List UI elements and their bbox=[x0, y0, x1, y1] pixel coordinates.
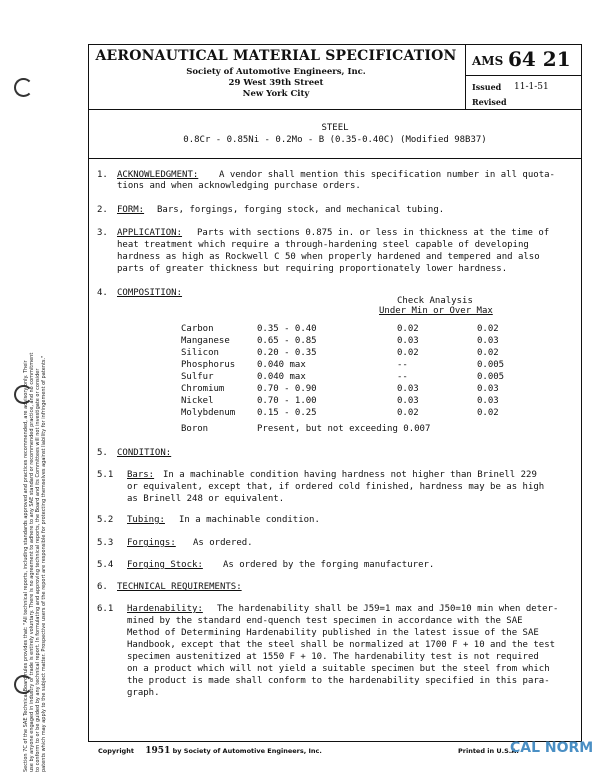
composition-element: Silicon bbox=[181, 348, 219, 358]
section-heading: Forgings: bbox=[127, 538, 176, 548]
section-text: Handbook, except that the steel shall be normalized at 1700 F + 10 and the test bbox=[127, 640, 556, 650]
section-heading: Tubing: bbox=[127, 515, 165, 525]
composition-over: 0.005 bbox=[477, 360, 505, 370]
legal-notice-line: patents which may apply to the subject matter. Prospective users of the report are responsible for protecting themselves against liability for infringement of patents." bbox=[41, 355, 47, 772]
section-text: As ordered. bbox=[193, 538, 253, 548]
org-address: 29 West 39th Street bbox=[228, 78, 324, 88]
composition-element: Phosphorus bbox=[181, 360, 236, 370]
composition-under: -- bbox=[397, 372, 408, 382]
boron-limit: Present, but not exceeding 0.007 bbox=[257, 424, 431, 434]
copyright-line bbox=[98, 746, 322, 756]
composition-under: 0.03 bbox=[397, 336, 419, 346]
composition-element: Chromium bbox=[181, 384, 225, 394]
composition-element: Molybdenum bbox=[181, 408, 236, 418]
copyright-holder: by Society of Automotive Engineers, Inc. bbox=[172, 747, 322, 755]
watermark-logo: CAL NORM bbox=[510, 740, 594, 756]
composition-under: 0.02 bbox=[397, 348, 419, 358]
composition-element: Sulfur bbox=[181, 372, 214, 382]
subject-block bbox=[88, 108, 582, 158]
section-heading: APPLICATION: bbox=[117, 228, 183, 238]
legal-notice-line: use by anyone engaged in industry or trade is entirely voluntary. There is no agreement to adhere to any SAE standard or recommended practice, and no commitment bbox=[29, 352, 35, 772]
issued-date: 11-1-51 bbox=[514, 82, 549, 92]
org-city: New York City bbox=[242, 89, 310, 99]
section-heading: ACKNOWLEDGMENT: bbox=[117, 170, 199, 180]
section-text: mined by the standard end-quench test specimen in accordance with the SAE bbox=[127, 616, 523, 626]
section-text: specimen austenitized at 1550 F + 10. The hardenability test is not required bbox=[127, 652, 539, 662]
section-text: hardness as high as Rockwell C 50 when properly hardened and tempered and also bbox=[117, 252, 540, 262]
composition-element: Manganese bbox=[181, 336, 230, 346]
copyright-label: Copyright bbox=[98, 747, 134, 755]
material-name: STEEL bbox=[321, 123, 349, 133]
spec-header bbox=[88, 44, 582, 110]
under-over-heading: Under Min or Over Max bbox=[379, 306, 493, 316]
ams-prefix: AMS bbox=[472, 54, 504, 68]
section-text: tions and when acknowledging purchase orders. bbox=[117, 181, 361, 191]
section-text: or equivalent, except that, if ordered cold finished, hardness may be as high bbox=[127, 482, 545, 492]
composition-over: 0.03 bbox=[477, 396, 499, 406]
composition-under: 0.03 bbox=[397, 396, 419, 406]
section-number: 5.3 bbox=[97, 538, 114, 548]
legal-notice-sidebar bbox=[23, 92, 47, 772]
section-text: the product is made shall conform to the hardenability specified in this para- bbox=[127, 676, 550, 686]
section-heading: Hardenability: bbox=[127, 604, 203, 614]
section-number: 3. bbox=[97, 228, 108, 238]
boron-element: Boron bbox=[181, 424, 209, 434]
printed-in: Printed in U.S.A. bbox=[458, 747, 519, 755]
composition-over: 0.02 bbox=[477, 348, 499, 358]
check-analysis-heading: Check Analysis bbox=[397, 296, 473, 306]
composition-range: 0.35 - 0.40 bbox=[257, 324, 317, 334]
composition-under: 0.02 bbox=[397, 324, 419, 334]
section-heading: Forging Stock: bbox=[127, 560, 203, 570]
section-text: As ordered by the forging manufacturer. bbox=[223, 560, 435, 570]
section-text: Parts with sections 0.875 in. or less in thickness at the time of bbox=[197, 228, 550, 238]
ams-number-box bbox=[466, 45, 582, 76]
issued-label: Issued bbox=[472, 82, 502, 92]
composition-range: 0.040 max bbox=[257, 360, 306, 370]
spec-id-box bbox=[465, 45, 582, 109]
composition-over: 0.02 bbox=[477, 408, 499, 418]
composition-range: 0.65 - 0.85 bbox=[257, 336, 317, 346]
section-number: 6. bbox=[97, 582, 108, 592]
section-text: Method of Determining Hardenability published in the latest issue of the SAE bbox=[127, 628, 539, 638]
spec-body bbox=[88, 158, 582, 742]
composition-over: 0.03 bbox=[477, 384, 499, 394]
org-name: Society of Automotive Engineers, Inc. bbox=[186, 67, 366, 77]
section-text: as Brinell 248 or equivalent. bbox=[127, 494, 285, 504]
composition-range: 0.20 - 0.35 bbox=[257, 348, 317, 358]
section-heading: CONDITION: bbox=[117, 448, 172, 458]
revised-label: Revised bbox=[472, 97, 507, 107]
composition-element: Carbon bbox=[181, 324, 214, 334]
section-heading: TECHNICAL REQUIREMENTS: bbox=[117, 582, 242, 592]
composition-over: 0.02 bbox=[477, 324, 499, 334]
composition-under: 0.02 bbox=[397, 408, 419, 418]
copyright-year: 1951 bbox=[145, 746, 171, 756]
section-number: 1. bbox=[97, 170, 108, 180]
section-number: 5.1 bbox=[97, 470, 114, 480]
section-number: 5. bbox=[97, 448, 108, 458]
section-text: parts of greater thickness but requiring proportionately lower hardness. bbox=[117, 264, 508, 274]
composition-under: -- bbox=[397, 360, 408, 370]
section-text: heat treatment which require a through-hardening steel capable of developing bbox=[117, 240, 529, 250]
composition-under: 0.03 bbox=[397, 384, 419, 394]
section-text: A vendor shall mention this specification number in all quota- bbox=[219, 170, 555, 180]
legal-notice-line: Section 7C of the SAE Technical Board rules provides that: "All technical reports, including standards approved and practices recommended, are advisory only. Their bbox=[23, 360, 29, 772]
composition-over: 0.03 bbox=[477, 336, 499, 346]
composition-range: 0.040 max bbox=[257, 372, 306, 382]
ams-number: 64 21 bbox=[508, 47, 571, 71]
section-text: on a product which will not yield a suitable specimen but the steel from which bbox=[127, 664, 550, 674]
section-number: 6.1 bbox=[97, 604, 114, 614]
section-text: The hardenability shall be J59=1 max and J50=10 min when deter- bbox=[217, 604, 559, 614]
section-text: graph. bbox=[127, 688, 160, 698]
section-heading: Bars: bbox=[127, 470, 155, 480]
composition-over: 0.005 bbox=[477, 372, 505, 382]
section-heading: FORM: bbox=[117, 205, 145, 215]
section-number: 5.4 bbox=[97, 560, 114, 570]
section-heading: COMPOSITION: bbox=[117, 288, 183, 298]
composition-element: Nickel bbox=[181, 396, 214, 406]
material-composition: 0.8Cr - 0.85Ni - 0.2Mo - B (0.35-0.40C) (Modified 98B37) bbox=[183, 135, 487, 145]
section-number: 2. bbox=[97, 205, 108, 215]
section-number: 4. bbox=[97, 288, 108, 298]
composition-range: 0.70 - 1.00 bbox=[257, 396, 317, 406]
composition-range: 0.15 - 0.25 bbox=[257, 408, 317, 418]
spec-title: AERONAUTICAL MATERIAL SPECIFICATION bbox=[95, 48, 457, 64]
section-text: In a machinable condition having hardness not higher than Brinell 229 bbox=[163, 470, 537, 480]
section-number: 5.2 bbox=[97, 515, 114, 525]
section-text: Bars, forgings, forging stock, and mechanical tubing. bbox=[157, 205, 445, 215]
legal-notice-line: to conform to or be guided by any technical report. In formulating and approving technical reports, the Board and its Committees will not investigate or consider bbox=[35, 368, 41, 772]
composition-range: 0.70 - 0.90 bbox=[257, 384, 317, 394]
section-text: In a machinable condition. bbox=[179, 515, 320, 525]
